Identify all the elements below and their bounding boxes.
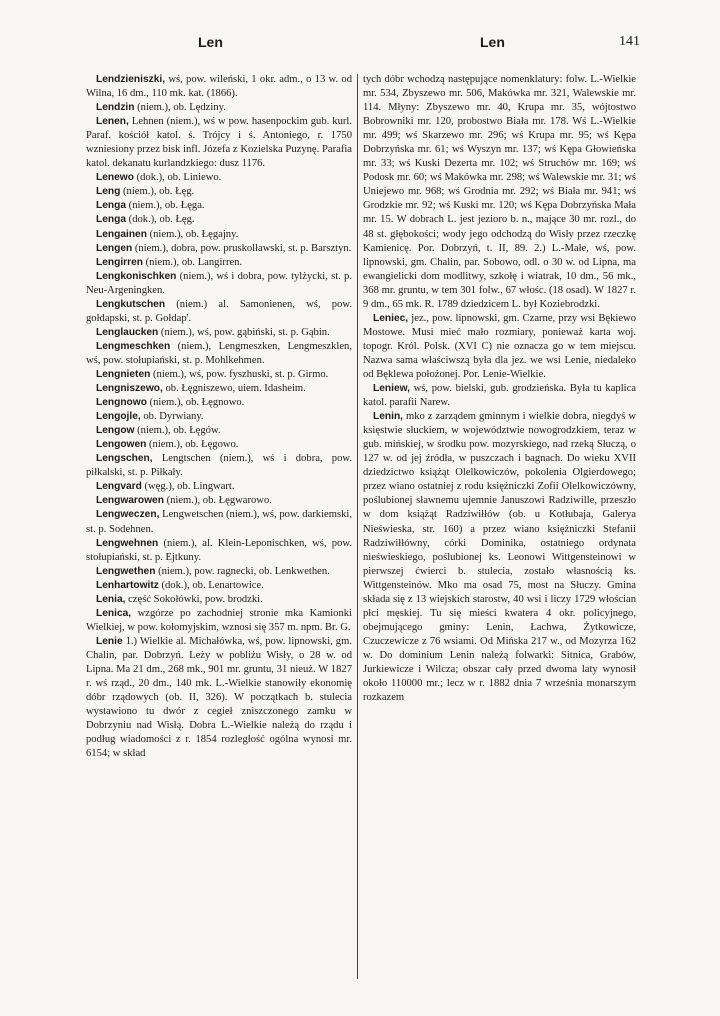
entry-headword: Lenglaucken (96, 326, 159, 338)
entry-text: (niem.), ob. Langirren. (142, 256, 243, 268)
entry-headword: Lenhartowitz (96, 579, 159, 591)
entry-headword: Lengojle, (96, 411, 141, 423)
entry-headword: Lengow (96, 425, 135, 437)
entry-text: Lengwetschen (niem.), wś, pow. darkiemski, st. p. Sodehnen. (86, 509, 352, 535)
entry-headword: Lengweczen, (96, 509, 160, 521)
entry-text: (niem.), wś, pow. gąbiński, st. p. Gąbin. (158, 326, 330, 338)
dictionary-entry (86, 579, 352, 593)
entry-headword: Lenga (96, 214, 127, 226)
entry-text: (niem.), ob. Łęgowo. (146, 439, 239, 451)
dictionary-entry (86, 382, 352, 396)
dictionary-entry (86, 185, 352, 199)
dictionary-entry (86, 508, 352, 536)
dictionary-entry (86, 242, 352, 256)
running-head-right: Len (480, 34, 505, 50)
page-header (86, 34, 640, 56)
entry-text: (niem.), wś, pow. fyszhuski, st. p. Girmo. (150, 368, 329, 380)
dictionary-entry (86, 368, 352, 382)
entry-text: (niem.), ob. Lędziny. (134, 102, 226, 114)
entry-text: (dok.), ob. Lenartowice. (158, 579, 264, 591)
dictionary-entry (86, 298, 352, 326)
dictionary-entry (86, 73, 352, 101)
dictionary-entry (86, 438, 352, 452)
left-column (86, 73, 352, 761)
dictionary-entry (86, 101, 352, 115)
entry-text: ob. Dyrwiany. (140, 411, 204, 423)
dictionary-entry (86, 565, 352, 579)
entry-headword: Leng (96, 186, 121, 198)
entry-text: (niem.), ob. Łęgajny. (146, 228, 239, 240)
entry-headword: Lengen (96, 242, 133, 254)
dictionary-entry (86, 171, 352, 185)
dictionary-entry (86, 452, 352, 480)
entry-headword: Lengkonischken (96, 270, 177, 282)
entry-text: wzgórze po zachodniej stronie mka Kamionki Wielkiej, w pow. kołomyjskim, wznosi się 357 m. npm. Br. G. (86, 607, 352, 633)
dictionary-entry (86, 326, 352, 340)
entry-text: (niem.), ob. Łęgnowo. (146, 397, 245, 409)
column-divider (357, 74, 358, 979)
dictionary-entry (86, 494, 352, 508)
entry-headword: Lendzin (96, 102, 135, 114)
entry-headword: Lenie (96, 635, 123, 647)
entry-headword: Lenga (96, 200, 127, 212)
entry-headword: Lenica, (96, 607, 132, 619)
entry-text: (niem.), al. Klein-Leponischken, wś, pow. stołupiański, st. p. Ejtkuny. (86, 537, 352, 563)
entry-text: ob. Łęgniszewo, uiem. Idasheim. (162, 383, 306, 395)
entry-text: część Sokołówki, pow. brodzki. (125, 593, 263, 605)
entry-headword: Leniec, (373, 312, 409, 324)
entry-text: mko z zarządem gminnym i wielkie dobra, niegdyś w księstwie słuckiem, w województwie nowogrodzkiem, teraz w gub. mińskiej, w środku pow. mozyrskiego, nad rzeką Słuczą, o 127 w. od jej źródła, w puszczach i bagnach. Do wieku XVII dziedzictwo książąt Olelkowiczów, pokolenia Olgierdowego; przez wiano ostatniej z rodu księżniczki Zofii Olelkowiczówny, poślubionej sławnemu ujemnie Januszowi Radziwille, przeszło w dom książąt Radziwiłłów (ob. u Kotłubaja, Galerya Nieświeska, str. 160) a przez wiano księżniczki Stefanii Radziwiłłówny, córki Dominika, ostatniego ordynata nieświeskiego, poślubionej ks. Leonowi Wittgensteinowi w pierwszej ćwierci b. stulecia, zostało własnością ks. Wittgensteinów. Mko ma osad 75, most na Słuczy. Gmina składa się z 13 wiejskich starostw, 40 wsi i liczy 1729 włościan płci męskiej. Tu się mieści kwatera 4 okr. policyjnego, obejmującego gminy: Lenin, Łachwa, Żytkowicze, Czuczewicze z 76 wsiami. Od Mińska 217 w., od Mozyrza 162 w. Do dominium Lenin należą folwarki: Sitnica, Grabów, Jurkiewicze i Wilcza; obszar cały przed dwoma laty wynosił około 110000 mr.; lecz w r. 1882 dnia 7 września monarszym rozkazem (363, 411, 636, 704)
entry-headword: Lengwarowen (96, 495, 164, 507)
entry-text: jez., pow. lipnowski, gm. Czarne, przy wsi Bękiewo Mostowe. Musi mieć mało rozmiary, ponieważ karta woj. topogr. Król. Polsk. (XVI C) nie oznacza go w tem miejscu. Nazwa sama właściwszą była dla jez. we wsi Lenie, niedaleko od Bęklewa położonej. Por. Lenie-Wielkie. (363, 312, 636, 380)
entry-headword: Lenin, (373, 411, 403, 423)
dictionary-entry (86, 199, 352, 213)
dictionary-entry (363, 312, 636, 382)
entry-headword: Lendzieniszki, (96, 74, 166, 85)
page-number: 141 (619, 34, 640, 49)
running-head-left: Len (198, 34, 223, 50)
entry-headword: Leniew, (373, 383, 410, 395)
dictionary-entry (363, 410, 636, 705)
entry-text: (niem.), ob. Łęga. (126, 200, 205, 212)
right-column (363, 73, 636, 705)
dictionary-entry (86, 537, 352, 565)
dictionary-entry (86, 424, 352, 438)
entry-text: wś, pow. bielski, gub. grodzieńska. Była tu kaplica katol. parafii Narew. (363, 383, 636, 409)
entry-text: (niem.) al. Samonienen, wś, pow. gołdapski, st. p. Gołdap'. (86, 298, 352, 324)
entry-text: (dok.), ob. Liniewo. (133, 172, 222, 184)
entry-headword: Lengnowo (96, 397, 147, 409)
entry-text: (niem.), ob. Łęgów. (134, 425, 221, 437)
entry-headword: Lengniszewo, (96, 383, 163, 395)
entry-text: (niem.), dobra, pow. pruskolławski, st. p. Barsztyn. (132, 242, 352, 254)
dictionary-entry (86, 340, 352, 368)
dictionary-entry (86, 256, 352, 270)
entry-text: (dok.), ob. Łęg. (126, 214, 195, 226)
entry-text: 1.) Wielkie al. Michałówka, wś, pow. lipnowski, gm. Chalin, par. Dobrzyń. Leży w pobliżu Wisły, o 28 w. od Lipna. Ma 21 dm., 268 mk., 901 mr. gruntu, 31 nieuż. W 1827 r. wś rząd., 20 dm., 140 mk. L.-Wielkie stanowiły ekonomię dóbr rządowych (ob. II, 326). W początkach b. stulecia wystawiono tu dwór z cegieł zniszczonego zamku w Dobrzyniu nad Wisłą. Dobra L.-Wielkie należą do rządu i podług wiadomości z r. 1854 rozległość ogólna wynosi mr. 6154; w skład (86, 635, 352, 760)
dictionary-entry (363, 73, 636, 312)
dictionary-entry (86, 228, 352, 242)
entry-headword: Lenewo (96, 172, 134, 184)
entry-headword: Lengainen (96, 228, 147, 240)
dictionary-entry (86, 396, 352, 410)
entry-headword: Lengowen (96, 439, 147, 451)
entry-text: (niem.), ob. Łęgwarowo. (163, 495, 272, 507)
entry-headword: Lengvard (96, 481, 142, 493)
dictionary-entry (86, 410, 352, 424)
dictionary-entry (86, 213, 352, 227)
entry-text: (niem.), pow. ragnecki, ob. Lenkwethen. (155, 565, 330, 577)
entry-headword: Lenen, (96, 116, 129, 128)
dictionary-entry (86, 480, 352, 494)
dictionary-entry (86, 635, 352, 761)
entry-text: tych dóbr wchodzą następujące nomenklatury: folw. L.-Wielkie mr. 534, Zbyszewo mr. 506, Makówka mr. 321, Walewskie mr. 114. Młyny: Zbyszewo mr. 40, Krupa mr. 35, wójtostwo Bobrowniki mr. 120, probostwo Biała mr. 178. Wś L.-Wielkie mr. 499; wś Skarzewo mr. 296; wś Krupa mr. 95; wś Kępa Dobrzyńska mr. 61; wś Wyszyn mr. 137; wś Kępa Głowieńska mr. 33; wś Kuski Dezerta mr. 102; wś Struchów mr. 169; wś Podosk mr. 60; wś Makówka mr. 298; wś Walewskie mr. 31; wś Uniejewo mr. 968; wś Grodnia mr. 292; wś Biała mr. 941; wś Grodzkie mr. 92; wś Kuski mr. 120; wś Kępa Dobrzyńska Mała mr. 15. W dobrach L. jest jezioro b. n., mające 30 mr. rozl., do 48 st. głębokości; wody jego odchodzą do Wisły przez rzeczkę Kamienicę. Por. Dobrzyń, t. II, 89. 2.) L.-Małe, wś, pow. lipnowski, gm. Chalin, par. Sobowo, odl. o 30 w. od Lipna, ma ewangielicki dom modlitwy, szkołę i wiatrak, 10 dm., 56 mk., 368 mr. gruntu, w tem 301 folw., 67 włośc. (18 osad). W 1827 r. 9 dm., 65 mk. R. 1789 dziedzicem L. był Koziebrodzki. (363, 74, 636, 310)
entry-text: (niem.), wś i dobra, pow. tylżycki, st. p. Neu-Argeningken. (86, 270, 352, 296)
entry-headword: Lengirren (96, 256, 143, 268)
dictionary-entry (86, 607, 352, 635)
dictionary-entry (86, 593, 352, 607)
entry-headword: Lengmeschken (96, 340, 171, 352)
entry-text: (niem.), ob. Łęg. (120, 186, 195, 198)
entry-headword: Lenia, (96, 593, 126, 605)
entry-headword: Lengwethen (96, 565, 156, 577)
entry-headword: Lengschen, (96, 453, 153, 465)
entry-text: wś, pow. wileński, 1 okr. adm., o 13 w. od Wilna, 16 dm., 110 mk. kat. (1866). (86, 74, 352, 100)
entry-headword: Lengnieten (96, 368, 151, 380)
entry-headword: Lengkutschen (96, 298, 166, 310)
entry-text: Lengtschen (niem.), wś i dobra, pow. piłkalski, st. p. Piłkały. (86, 453, 352, 479)
dictionary-entry (86, 115, 352, 171)
entry-text: Lehnen (niem.), wś w pow. hasenpockim gub. kurl. Paraf. kościół katol. ś. Trójcy i ś. Antoniego, r. 1750 wzniesiony przez bisk infl. Józefa z Kozielska Puzynę. Parafia katol. dekanatu kurlandzkiego: dusz 1176. (86, 116, 352, 170)
dictionary-entry (363, 382, 636, 410)
entry-text: (węg.), ob. Lingwart. (141, 481, 235, 493)
dictionary-entry (86, 270, 352, 298)
entry-text: (niem.), Lengmeszken, Lengmeszklen, wś, pow. stołupiański, st. p. Mohlkehmen. (86, 340, 352, 366)
entry-headword: Lengwehnen (96, 537, 159, 549)
